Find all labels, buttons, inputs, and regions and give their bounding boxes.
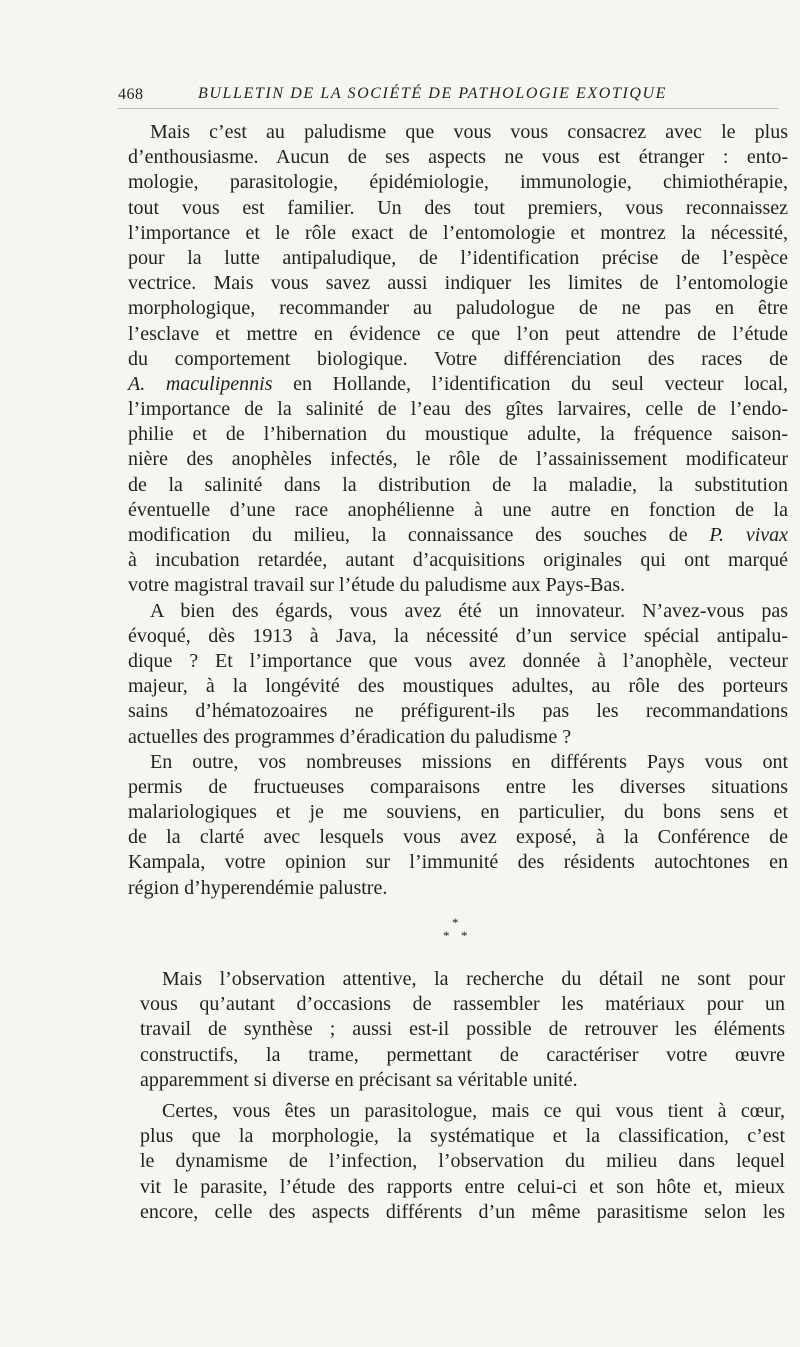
text-line: du comportement biologique. Votre différenciation des races de bbox=[128, 347, 788, 370]
paragraph-2 bbox=[128, 599, 788, 750]
text-line: dique ? Et l’importance que vous avez donnée à l’anophèle, vecteur bbox=[128, 649, 788, 672]
text-line: plus que la morphologie, la systématique et la classification, c’est bbox=[140, 1125, 785, 1148]
text-line: sains d’hématozoaires ne préfigurent-ils pas les recommandations bbox=[128, 700, 788, 723]
text-line: vous qu’autant d’occasions de rassembler les matériaux pour un bbox=[140, 993, 785, 1016]
text-line: pour la lutte antipaludique, de l’identification précise de l’espèce bbox=[128, 246, 788, 269]
running-head bbox=[118, 84, 778, 109]
text-line: d’enthousiasme. Aucun de ses aspects ne vous est étranger : ento- bbox=[128, 146, 788, 169]
body-text bbox=[128, 120, 788, 901]
text-line: nière des anophèles infectés, le rôle de l’assainissement modificateur bbox=[128, 448, 788, 471]
page-number: 468 bbox=[118, 86, 144, 103]
text-line: l’esclave et mettre en évidence ce que l’on peut attendre de l’étude bbox=[128, 322, 788, 345]
text-line: philie et de l’hibernation du moustique adulte, la fréquence saison- bbox=[128, 423, 788, 446]
text-line: A bien des égards, vous avez été un innovateur. N’avez-vous pas bbox=[150, 599, 788, 622]
asterism-star: * bbox=[461, 928, 468, 943]
text-line: apparemment si diverse en précisant sa véritable unité. bbox=[140, 1068, 578, 1091]
text-span: modification du milieu, la connaissance des souches de bbox=[128, 524, 710, 546]
text-line: vectrice. Mais vous savez aussi indiquer les limites de l’entomologie bbox=[128, 272, 788, 295]
species-name-italic: A. maculipennis bbox=[128, 372, 273, 395]
text-line: tout vous est familier. Un des tout premiers, vous reconnaissez bbox=[128, 196, 788, 219]
journal-title: BULLETIN DE LA SOCIÉTÉ DE PATHOLOGIE EXOTIQUE bbox=[198, 85, 668, 102]
text-line: Mais c’est au paludisme que vous vous consacrez avec le plus bbox=[150, 121, 788, 143]
text-line: majeur, à la longévité des moustiques adultes, au rôle des porteurs bbox=[128, 675, 788, 698]
paragraph-3 bbox=[128, 750, 788, 901]
text-line: à incubation retardée, autant d’acquisitions originales qui ont marqué bbox=[128, 549, 788, 572]
text-line: le dynamisme de l’infection, l’observation du milieu dans lequel bbox=[140, 1150, 785, 1173]
text-line: de la salinité dans la distribution de la maladie, la substitution bbox=[128, 473, 788, 496]
species-name-italic: P. vivax bbox=[709, 524, 789, 546]
text-line: l’importance et le rôle exact de l’entomologie et montrez la nécessité, bbox=[128, 221, 788, 244]
text-line: travail de synthèse ; aussi est-il possible de retrouver les éléments bbox=[140, 1018, 785, 1041]
text-line: votre magistral travail sur l’étude du paludisme aux Pays-Bas. bbox=[128, 574, 626, 597]
text-line: morphologique, recommander au paludologue de ne pas en être bbox=[128, 297, 788, 320]
text-line: actuelles des programmes d’éradication du paludisme ? bbox=[128, 725, 572, 748]
text-line: Certes, vous êtes un parasitologue, mais ce qui vous tient à cœur, bbox=[162, 1099, 785, 1122]
text-span: en Hollande, l’identification du seul vecteur local, bbox=[272, 372, 788, 395]
text-line bbox=[128, 372, 788, 397]
text-line: Kampala, votre opinion sur l’immunité des résidents autochtones en bbox=[128, 851, 788, 874]
text-line: mologie, parasitologie, épidémiologie, immunologie, chimiothérapie, bbox=[128, 171, 788, 194]
text-line: En outre, vos nombreuses missions en différents Pays vous ont bbox=[150, 750, 788, 773]
text-line: région d’hyperendémie palustre. bbox=[128, 876, 388, 899]
text-line: vit le parasite, l’étude des rapports entre celui-ci et son hôte et, mieux bbox=[140, 1175, 785, 1198]
text-line: encore, celle des aspects différents d’un même parasitisme selon les bbox=[140, 1200, 785, 1223]
text-line: constructifs, la trame, permettant de caractériser votre œuvre bbox=[140, 1043, 785, 1066]
text-line: malariologiques et je me souviens, en particulier, du bons sens et bbox=[128, 801, 788, 824]
paragraph-4 bbox=[140, 967, 785, 1093]
text-line: permis de fructueuses comparaisons entre les diverses situations bbox=[128, 775, 788, 798]
body-text-continued bbox=[140, 967, 785, 1225]
text-line: Mais l’observation attentive, la recherche du détail ne sont pour bbox=[162, 968, 785, 990]
text-line: de la clarté avec lesquels vous avez exposé, à la Conférence de bbox=[128, 826, 788, 849]
section-break-asterism bbox=[437, 916, 477, 946]
paragraph-1 bbox=[128, 120, 788, 599]
asterism-star: * bbox=[443, 928, 450, 943]
text-line: l’importance de la salinité de l’eau des gîtes larvaires, celle de l’endo- bbox=[128, 398, 788, 421]
asterism-star: * bbox=[452, 915, 459, 930]
paragraph-5 bbox=[140, 1099, 785, 1225]
text-line: évoqué, dès 1913 à Java, la nécessité d’un service spécial antipalu- bbox=[128, 624, 788, 647]
text-line bbox=[128, 523, 788, 548]
text-line: éventuelle d’une race anophélienne à une autre en fonction de la bbox=[128, 498, 788, 521]
